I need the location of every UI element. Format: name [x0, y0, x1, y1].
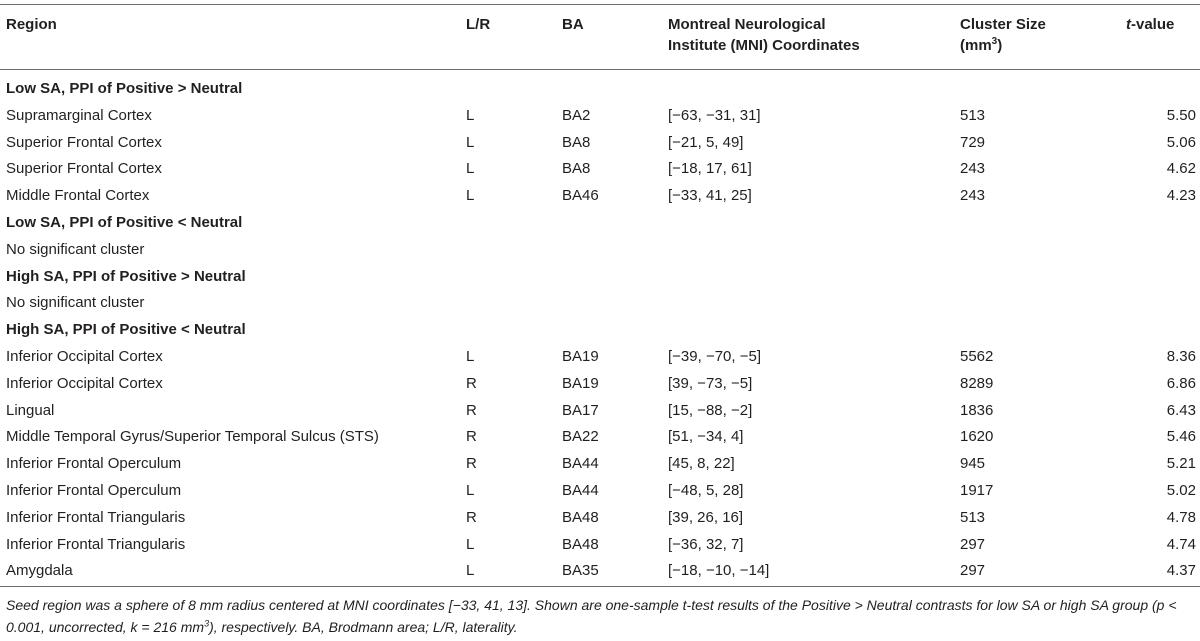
cell-t-value: 5.46 — [1166, 428, 1196, 446]
header-cluster-size — [960, 14, 1046, 56]
cell-cluster-size: 513 — [960, 508, 986, 526]
table-footnote — [6, 594, 1194, 638]
cell-mni: [51, −34, 4] — [668, 428, 744, 446]
cell-laterality: L — [466, 187, 475, 205]
cell-region: Inferior Occipital Cortex — [6, 348, 163, 365]
cell-mni: [−63, −31, 31] — [668, 106, 761, 124]
cell-t-value: 8.36 — [1166, 348, 1196, 365]
cell-cluster-size: 513 — [960, 106, 986, 124]
cell-laterality: R — [466, 401, 477, 419]
cell-region: Low SA, PPI of Positive > Neutral — [6, 80, 243, 97]
cell-cluster-size: 297 — [960, 535, 986, 553]
cell-t-value: 4.78 — [1166, 508, 1196, 526]
cell-region: Middle Frontal Cortex — [6, 187, 150, 205]
cell-laterality: R — [466, 508, 477, 526]
cell-cluster-size: 1917 — [960, 482, 994, 499]
table-row — [0, 504, 1200, 531]
header-size-unit-open: (mm — [960, 37, 992, 54]
table-row — [0, 370, 1200, 397]
cell-region: Middle Temporal Gyrus/Superior Temporal Sulcus (STS) — [6, 428, 379, 446]
table-row — [0, 423, 1200, 450]
cell-region: High SA, PPI of Positive < Neutral — [6, 321, 246, 339]
cell-region: Superior Frontal Cortex — [6, 160, 162, 178]
cell-laterality: L — [466, 535, 475, 553]
cell-mni: [−33, 41, 25] — [668, 187, 752, 205]
cell-t-value: 5.06 — [1166, 133, 1196, 151]
cell-t-value: 6.43 — [1166, 401, 1196, 419]
table-row — [0, 397, 1200, 424]
cell-region: High SA, PPI of Positive > Neutral — [6, 267, 246, 285]
cell-cluster-size: 1836 — [960, 401, 994, 419]
section-header-row — [0, 316, 1200, 343]
cell-region: No significant cluster — [6, 240, 145, 258]
cell-cluster-size: 243 — [960, 187, 986, 205]
cell-mni: [−39, −70, −5] — [668, 348, 761, 365]
table-row — [0, 557, 1200, 584]
cell-brodmann-area: BA17 — [562, 401, 599, 419]
cell-region: Supramarginal Cortex — [6, 106, 152, 124]
note-row — [0, 289, 1200, 316]
header-t-rest: -value — [1131, 16, 1175, 33]
cell-region: Inferior Frontal Operculum — [6, 455, 182, 473]
cell-brodmann-area: BA2 — [562, 106, 591, 124]
table-row — [0, 182, 1200, 209]
cell-laterality: L — [466, 133, 475, 151]
section-header-row — [0, 263, 1200, 290]
header-laterality: L/R — [466, 16, 491, 33]
cell-region: Inferior Frontal Operculum — [6, 482, 182, 499]
cell-mni: [−21, 5, 49] — [668, 133, 744, 151]
cell-t-value: 4.37 — [1166, 562, 1196, 580]
section-header-row — [0, 75, 1200, 102]
cell-region: Low SA, PPI of Positive < Neutral — [6, 214, 243, 231]
header-mni-line2: Institute (MNI) Coordinates — [668, 37, 860, 54]
cell-region: Inferior Frontal Triangularis — [6, 535, 186, 553]
table-bottom-rule — [0, 586, 1200, 587]
cell-cluster-size: 297 — [960, 562, 986, 580]
cell-laterality: R — [466, 374, 477, 392]
header-brodmann-area: BA — [562, 16, 584, 33]
section-header-row — [0, 209, 1200, 236]
cell-t-value: 5.50 — [1166, 106, 1196, 124]
cell-mni: [39, −73, −5] — [668, 374, 753, 392]
cell-brodmann-area: BA44 — [562, 482, 599, 499]
table-row — [0, 129, 1200, 156]
table-row — [0, 343, 1200, 370]
table-row — [0, 531, 1200, 558]
cell-brodmann-area: BA46 — [562, 187, 599, 205]
header-size-unit-close: ) — [997, 37, 1003, 54]
cell-t-value: 6.86 — [1166, 374, 1196, 392]
cell-region: Inferior Frontal Triangularis — [6, 508, 186, 526]
cell-brodmann-area: BA22 — [562, 428, 599, 446]
cell-t-value: 4.23 — [1166, 187, 1196, 205]
cell-laterality: L — [466, 562, 475, 580]
cell-brodmann-area: BA48 — [562, 508, 599, 526]
cell-brodmann-area: BA44 — [562, 455, 599, 473]
table-row — [0, 450, 1200, 477]
header-size-line1: Cluster Size — [960, 16, 1046, 33]
cell-region: Lingual — [6, 401, 55, 419]
cell-mni: [39, 26, 16] — [668, 508, 744, 526]
table-row — [0, 477, 1200, 504]
cell-mni: [45, 8, 22] — [668, 455, 735, 473]
header-size-line2 — [960, 35, 1046, 56]
cell-brodmann-area: BA48 — [562, 535, 599, 553]
cell-cluster-size: 729 — [960, 133, 986, 151]
table-top-rule — [0, 4, 1200, 5]
cell-mni: [−18, 17, 61] — [668, 160, 752, 178]
cell-laterality: R — [466, 455, 477, 473]
cell-region: Amygdala — [6, 562, 73, 580]
footnote-text-1: Seed region was a sphere of 8 mm radius centered at MNI coordinates [−33, 41, 13]. Shown are one-sample t-test results of the Positive > Neutral contrasts for low SA or high SA group (p < 0.001, uncorrected, k = 216 mm — [6, 597, 1177, 635]
cell-brodmann-area: BA35 — [562, 562, 599, 580]
cell-cluster-size: 945 — [960, 455, 986, 473]
note-row — [0, 236, 1200, 263]
cell-t-value: 4.62 — [1166, 160, 1196, 178]
cell-brodmann-area: BA19 — [562, 348, 599, 365]
cell-region: No significant cluster — [6, 294, 145, 312]
cell-region: Superior Frontal Cortex — [6, 133, 162, 151]
cell-cluster-size: 8289 — [960, 374, 994, 392]
cell-laterality: L — [466, 348, 475, 365]
header-mni-coordinates — [668, 14, 860, 56]
cell-t-value: 5.21 — [1166, 455, 1196, 473]
cell-cluster-size: 5562 — [960, 348, 994, 365]
cell-t-value: 5.02 — [1166, 482, 1196, 499]
cell-brodmann-area: BA19 — [562, 374, 599, 392]
table-header-rule — [0, 69, 1200, 70]
cell-cluster-size: 1620 — [960, 428, 994, 446]
cell-mni: [−18, −10, −14] — [668, 562, 770, 580]
cell-mni: [15, −88, −2] — [668, 401, 753, 419]
cell-brodmann-area: BA8 — [562, 160, 591, 178]
header-t-value — [1126, 14, 1174, 35]
cell-laterality: L — [466, 106, 475, 124]
footnote-text-2: ), respectively. BA, Brodmann area; L/R, laterality. — [209, 619, 518, 635]
table-row — [0, 102, 1200, 129]
table-row — [0, 155, 1200, 182]
cell-t-value: 4.74 — [1166, 535, 1196, 553]
header-size-unit-sup: 3 — [991, 36, 998, 47]
header-region: Region — [6, 16, 57, 33]
cell-laterality: L — [466, 482, 475, 499]
cell-mni: [−48, 5, 28] — [668, 482, 744, 499]
cell-mni: [−36, 32, 7] — [668, 535, 744, 553]
cell-laterality: L — [466, 160, 475, 178]
cell-laterality: R — [466, 428, 477, 446]
header-t-italic: t — [1126, 16, 1131, 33]
cell-cluster-size: 243 — [960, 160, 986, 178]
header-mni-line1: Montreal Neurological — [668, 16, 826, 33]
cell-region: Inferior Occipital Cortex — [6, 374, 163, 392]
footnote-sup: 3 — [204, 618, 210, 629]
cell-brodmann-area: BA8 — [562, 133, 591, 151]
